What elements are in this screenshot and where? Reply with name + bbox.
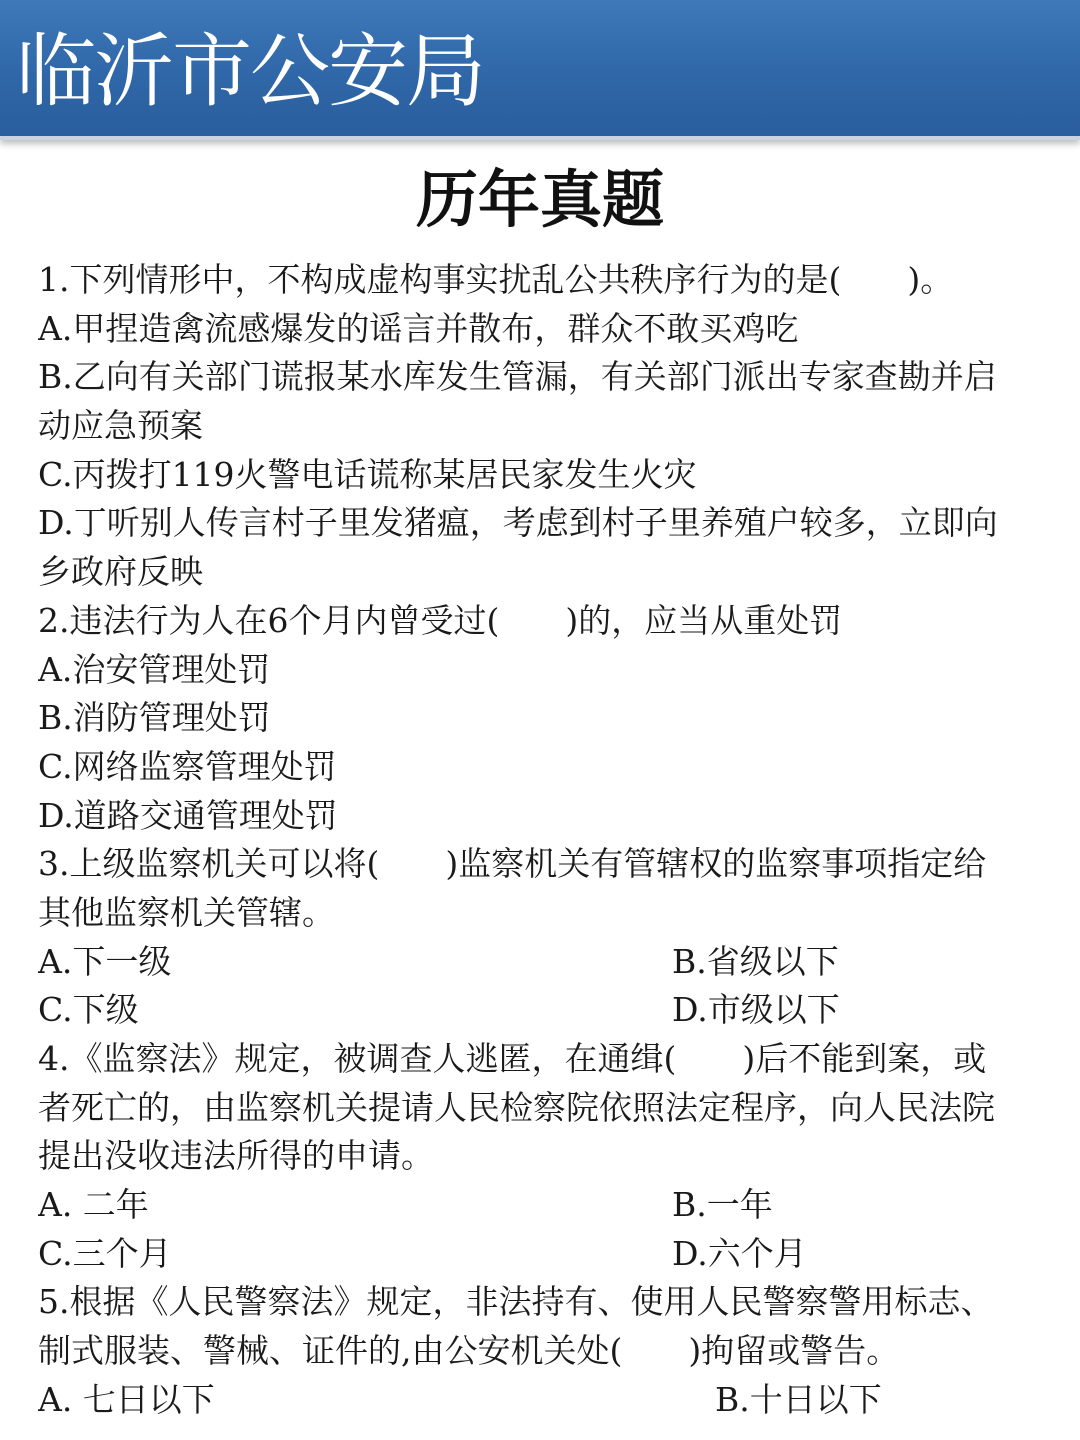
- header-banner: [0, 0, 1080, 140]
- question-2-option-c: C.网络监察管理处罚: [38, 746, 337, 786]
- question-1-option-d: D.丁听别人传言村子里发猪瘟，考虑到村子里养殖户较多，立即向: [38, 503, 998, 543]
- question-1-option-b: B.乙向有关部门谎报某水库发生管漏，有关部门派出专家查勘并启: [38, 357, 997, 397]
- question-1: [38, 256, 1050, 597]
- question-4: [38, 1035, 1050, 1278]
- question-3-stem: 3.上级监察机关可以将( )监察机关有管辖权的监察事项指定给: [38, 844, 987, 884]
- question-3-options-row-2: [38, 986, 1050, 1035]
- question-list: [38, 256, 1050, 1425]
- question-2: [38, 597, 1050, 840]
- question-2-option-d: D.道路交通管理处罚: [38, 795, 338, 835]
- question-1-option-c: C.丙拨打119火警电话谎称某居民家发生火灾: [38, 454, 697, 494]
- question-4-option-c: C.三个月: [38, 1233, 172, 1273]
- question-3: [38, 840, 1050, 1035]
- question-4-option-b: B.一年: [672, 1185, 773, 1225]
- banner-title: 临沂市公安局: [16, 25, 484, 118]
- question-4-option-d: D.六个月: [672, 1233, 807, 1273]
- question-4-options-row-1: [38, 1181, 1050, 1230]
- question-1-option-d-cont: 乡政府反映: [38, 552, 203, 592]
- question-3-option-a: A.下一级: [38, 941, 172, 981]
- question-1-stem: 1.下列情形中，不构成虚构事实扰乱公共秩序行为的是( )。: [38, 260, 954, 299]
- question-2-option-b: B.消防管理处罚: [38, 698, 271, 738]
- question-4-stem-cont-1: 者死亡的，由监察机关提请人民检察院依照法定程序，向人民法院: [38, 1087, 995, 1127]
- question-3-option-b: B.省级以下: [672, 941, 839, 981]
- question-5-options-row-1: [38, 1376, 1050, 1425]
- question-1-option-a: A.甲捏造禽流感爆发的谣言并散布，群众不敢买鸡吃: [38, 308, 799, 348]
- question-4-option-a: A. 二年: [38, 1185, 149, 1225]
- question-2-stem: 2.违法行为人在6个月内曾受过( )的，应当从重处罚: [38, 600, 843, 640]
- page-title: 历年真题: [415, 163, 664, 236]
- question-3-stem-cont: 其他监察机关管辖。: [38, 892, 335, 932]
- question-3-option-c: C.下级: [38, 990, 139, 1030]
- question-1-option-b-cont: 动应急预案: [38, 406, 203, 446]
- question-5-stem-cont: 制式服装、警械、证件的,由公安机关处( )拘留或警告。: [38, 1331, 900, 1371]
- question-5-option-b: B.十日以下: [715, 1379, 882, 1419]
- question-5-stem: 5.根据《人民警察法》规定，非法持有、使用人民警察警用标志、: [38, 1282, 994, 1322]
- question-4-stem-cont-2: 提出没收违法所得的申请。: [38, 1136, 434, 1176]
- question-2-option-a: A.治安管理处罚: [38, 649, 271, 689]
- question-4-options-row-2: [38, 1230, 1050, 1279]
- question-3-option-d: D.市级以下: [672, 990, 840, 1030]
- question-5: [38, 1278, 1050, 1424]
- question-3-options-row-1: [38, 938, 1050, 987]
- question-4-stem: 4.《监察法》规定，被调查人逃匿，在通缉( )后不能到案，或: [38, 1039, 987, 1078]
- question-5-option-a: A. 七日以下: [38, 1379, 215, 1419]
